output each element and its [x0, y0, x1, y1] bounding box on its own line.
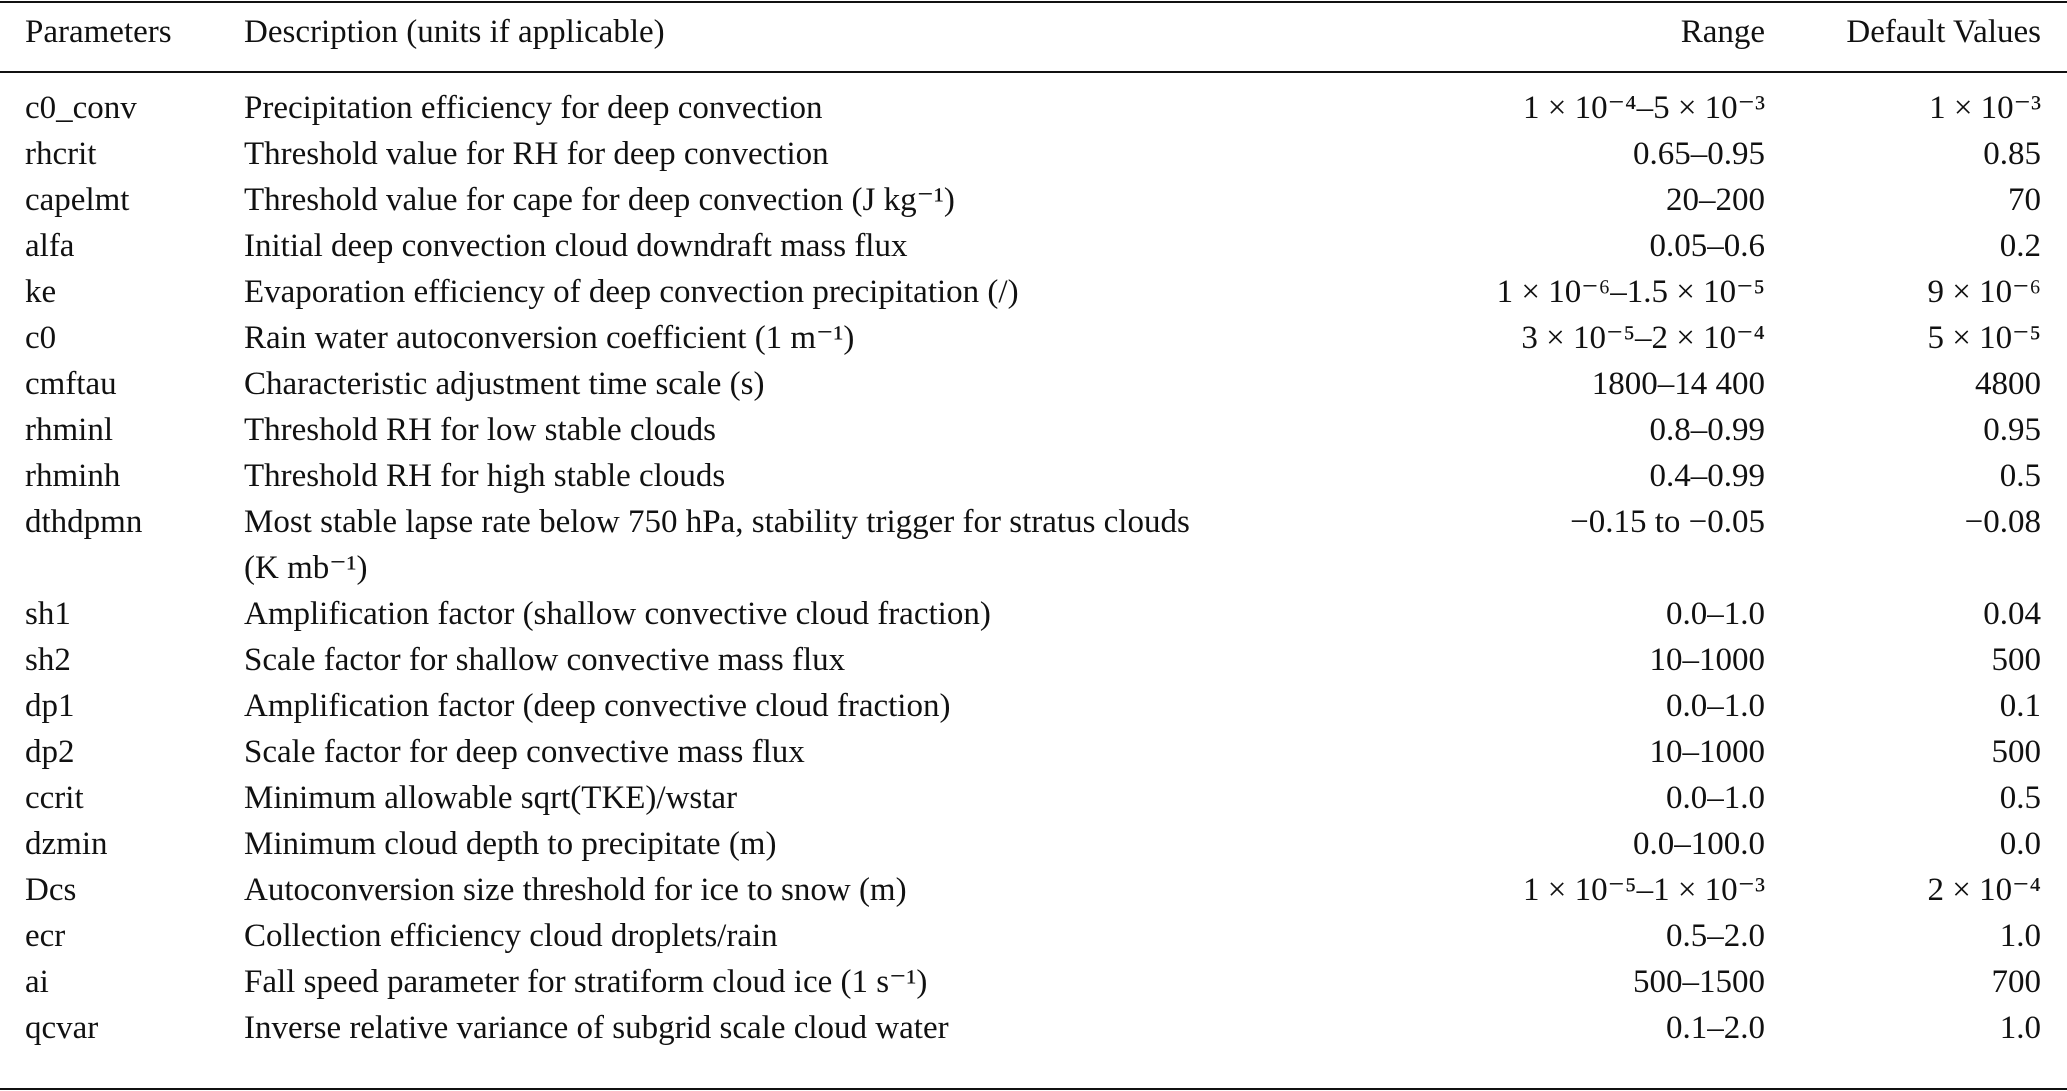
param-range: 20–200 [1666, 182, 1765, 218]
param-default-value: 4800 [1975, 366, 2041, 402]
param-default-value: 0.04 [1983, 596, 2041, 632]
param-range: 10–1000 [1649, 642, 1765, 678]
param-name: dthdpmn [25, 504, 143, 540]
param-default-value: 1 × 10⁻³ [1929, 90, 2041, 126]
param-name: ccrit [25, 780, 84, 816]
param-name: Dcs [25, 872, 77, 908]
param-range: 0.4–0.99 [1649, 458, 1765, 494]
param-range: 0.8–0.99 [1649, 412, 1765, 448]
param-description: Amplification factor (shallow convective cloud fraction) [244, 596, 991, 632]
param-range: 0.05–0.6 [1649, 228, 1765, 264]
param-range: 1 × 10⁻⁴–5 × 10⁻³ [1523, 90, 1765, 126]
param-description: Characteristic adjustment time scale (s) [244, 366, 765, 402]
param-default-value: 0.85 [1983, 136, 2041, 172]
param-range: 0.65–0.95 [1633, 136, 1765, 172]
param-description: Autoconversion size threshold for ice to snow (m) [244, 872, 907, 908]
param-range: 0.1–2.0 [1666, 1010, 1765, 1046]
top-rule [0, 1, 2067, 3]
param-name: sh2 [25, 642, 71, 678]
param-range: −0.15 to −0.05 [1570, 504, 1765, 540]
param-name: rhcrit [25, 136, 97, 172]
param-description: Fall speed parameter for stratiform cloud ice (1 s⁻¹) [244, 964, 928, 1000]
param-default-value: 0.1 [1999, 688, 2041, 724]
param-name: ke [25, 274, 57, 310]
param-range: 0.5–2.0 [1666, 918, 1765, 954]
param-range: 0.0–1.0 [1666, 596, 1765, 632]
param-name: ecr [25, 918, 66, 954]
param-name: c0_conv [25, 90, 137, 126]
param-name: capelmt [25, 182, 130, 218]
param-name: rhminl [25, 412, 113, 448]
param-default-value: 9 × 10⁻⁶ [1927, 274, 2041, 310]
param-default-value: 500 [1991, 734, 2041, 770]
param-range: 1 × 10⁻⁵–1 × 10⁻³ [1523, 872, 1765, 908]
param-default-value: 1.0 [1999, 918, 2041, 954]
param-name: sh1 [25, 596, 71, 632]
param-range: 10–1000 [1649, 734, 1765, 770]
header-parameters: Parameters [25, 14, 172, 50]
param-description-continued: (K mb⁻¹) [244, 550, 368, 586]
param-description: Threshold value for RH for deep convection [244, 136, 829, 172]
param-description: Precipitation efficiency for deep convection [244, 90, 823, 126]
param-name: ai [25, 964, 49, 1000]
param-description: Inverse relative variance of subgrid scale cloud water [244, 1010, 949, 1046]
header-description: Description (units if applicable) [244, 14, 665, 50]
param-default-value: 0.5 [1999, 458, 2041, 494]
param-description: Threshold value for cape for deep convection (J kg⁻¹) [244, 182, 955, 218]
param-name: rhminh [25, 458, 121, 494]
param-description: Collection efficiency cloud droplets/rain [244, 918, 778, 954]
param-default-value: 5 × 10⁻⁵ [1927, 320, 2041, 356]
param-range: 0.0–100.0 [1633, 826, 1765, 862]
param-default-value: −0.08 [1964, 504, 2041, 540]
header-rule [0, 71, 2067, 73]
param-description: Most stable lapse rate below 750 hPa, stability trigger for stratus clouds [244, 504, 1190, 540]
param-range: 1800–14 400 [1591, 366, 1765, 402]
param-range: 3 × 10⁻⁵–2 × 10⁻⁴ [1521, 320, 1765, 356]
header-range: Range [1680, 14, 1765, 50]
param-description: Threshold RH for high stable clouds [244, 458, 726, 494]
param-description: Scale factor for deep convective mass flux [244, 734, 805, 770]
param-range: 500–1500 [1633, 964, 1765, 1000]
bottom-rule [0, 1088, 2067, 1090]
param-description: Rain water autoconversion coefficient (1 m⁻¹) [244, 320, 855, 356]
param-default-value: 0.0 [1999, 826, 2041, 862]
param-default-value: 0.95 [1983, 412, 2041, 448]
param-description: Amplification factor (deep convective cloud fraction) [244, 688, 951, 724]
param-name: alfa [25, 228, 75, 264]
param-default-value: 500 [1991, 642, 2041, 678]
param-default-value: 700 [1991, 964, 2041, 1000]
param-default-value: 2 × 10⁻⁴ [1927, 872, 2041, 908]
param-description: Threshold RH for low stable clouds [244, 412, 717, 448]
param-name: cmftau [25, 366, 117, 402]
param-default-value: 0.5 [1999, 780, 2041, 816]
param-name: dp1 [25, 688, 75, 724]
header-default-values: Default Values [1846, 14, 2041, 50]
param-name: dzmin [25, 826, 108, 862]
param-default-value: 70 [2008, 182, 2041, 218]
param-name: c0 [25, 320, 57, 356]
param-name: dp2 [25, 734, 75, 770]
param-default-value: 1.0 [1999, 1010, 2041, 1046]
param-name: qcvar [25, 1010, 99, 1046]
param-description: Initial deep convection cloud downdraft mass flux [244, 228, 908, 264]
param-description: Minimum allowable sqrt(TKE)/wstar [244, 780, 738, 816]
param-range: 0.0–1.0 [1666, 688, 1765, 724]
param-default-value: 0.2 [1999, 228, 2041, 264]
param-description: Evaporation efficiency of deep convection precipitation (/) [244, 274, 1019, 310]
param-description: Minimum cloud depth to precipitate (m) [244, 826, 777, 862]
param-range: 1 × 10⁻⁶–1.5 × 10⁻⁵ [1496, 274, 1765, 310]
param-range: 0.0–1.0 [1666, 780, 1765, 816]
param-description: Scale factor for shallow convective mass flux [244, 642, 846, 678]
